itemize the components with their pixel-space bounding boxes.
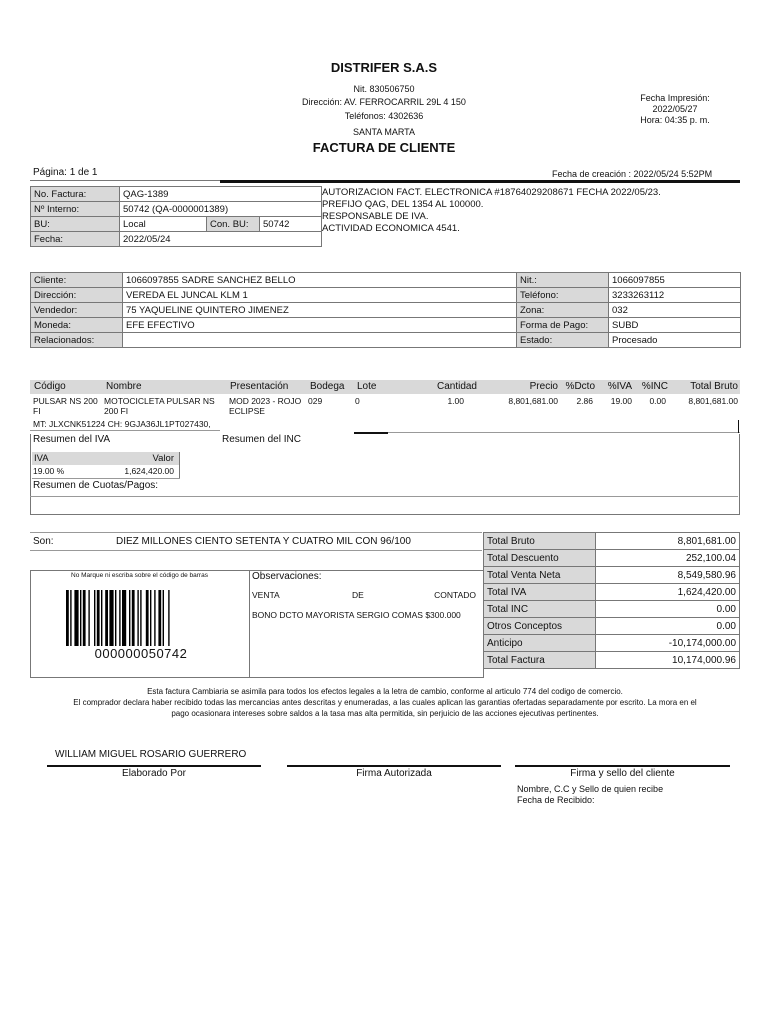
- signature-line: [515, 765, 730, 767]
- divider: [30, 430, 220, 431]
- signature-line: [287, 765, 501, 767]
- signature-line: [47, 765, 261, 767]
- invoice-number: QAG-1389: [120, 187, 322, 202]
- col-precio: Precio: [529, 381, 558, 392]
- obs-bono: BONO DCTO MAYORISTA SERGIO COMAS $300.000: [252, 610, 461, 620]
- barcode-note: No Marque ni escriba sobre el código de barras: [71, 572, 208, 579]
- divider: [738, 420, 739, 433]
- col-cantidad: Cantidad: [436, 381, 477, 392]
- prepared-by-label: Elaborado Por: [122, 768, 186, 779]
- con-bu-label: Con. BU:: [207, 217, 260, 232]
- divider: [30, 496, 738, 497]
- item-iva: 19.00: [610, 396, 632, 406]
- obs-contado: CONTADO: [434, 590, 476, 600]
- print-date: 2022/05/27: [652, 104, 698, 114]
- iva-summary-title: Resumen del IVA: [33, 434, 111, 445]
- item-inc: 0.00: [649, 396, 666, 406]
- document-title: FACTURA DE CLIENTE: [312, 140, 456, 155]
- payment-label: Forma de Pago:: [517, 318, 609, 333]
- barcode-bar: [115, 590, 116, 646]
- col-bodega: Bodega: [310, 381, 345, 392]
- auth-line: RESPONSABLE DE IVA.: [322, 211, 429, 222]
- item-codigo: [33, 396, 98, 416]
- item-nombre-line: 200 FI: [104, 406, 129, 416]
- legal-line: pago ocasionara intereses sobre saldos a la tasa mas alta permitida, sin perjuicio de las acciones ejecutivas pertinentes.: [171, 709, 599, 718]
- total-label: Total Descuento: [484, 550, 596, 567]
- total-label: Total IVA: [484, 584, 596, 601]
- item-presentacion-line: ECLIPSE: [229, 406, 265, 416]
- internal-number-label: Nº Interno:: [31, 202, 120, 217]
- col-presentacion: Presentación: [230, 381, 289, 392]
- con-bu-value: 50742: [260, 217, 322, 232]
- date-label: Fecha:: [31, 232, 120, 247]
- client-nit: 1066097855: [609, 273, 741, 288]
- totals-row: [484, 601, 740, 618]
- iva-col-label: IVA: [34, 453, 49, 464]
- totals-table: [483, 532, 740, 669]
- invoice-info-table: [30, 186, 322, 247]
- seller-label: Vendedor:: [31, 303, 123, 318]
- total-value: 252,100.04: [595, 550, 739, 567]
- client-address: VEREDA EL JUNCAL KLM 1: [123, 288, 517, 303]
- barcode-bar: [150, 590, 151, 646]
- col-inc: %INC: [641, 381, 668, 392]
- authorized-signature-label: Firma Autorizada: [356, 768, 432, 779]
- observations-label: Observaciones:: [252, 571, 322, 582]
- divider: [30, 180, 220, 181]
- total-value: 0.00: [595, 618, 739, 635]
- address-label: Dirección:: [31, 288, 123, 303]
- total-value: 1,624,420.00: [595, 584, 739, 601]
- barcode-bar: [137, 590, 138, 646]
- totals-row: [484, 550, 740, 567]
- barcode-bar: [122, 590, 126, 646]
- auth-line: AUTORIZACION FACT. ELECTRONICA #18764029208671 FECHA 2022/05/23.: [322, 187, 661, 198]
- inc-summary-title: Resumen del INC: [222, 434, 301, 445]
- client-name: 1066097855 SADRE SANCHEZ BELLO: [123, 273, 517, 288]
- iva-rate: 19.00 %: [33, 466, 65, 476]
- legal-line: Esta factura Cambiaria se asimila para todos los efectos legales a la letra de cambio, conforme al articulo 774 del codigo de comercio.: [147, 687, 623, 696]
- client-label: Cliente:: [31, 273, 123, 288]
- client-signature-label: Firma y sello del cliente: [570, 768, 675, 779]
- divider: [32, 478, 180, 479]
- valor-col-label: Valor: [152, 453, 174, 464]
- barcode-bar: [74, 590, 78, 646]
- divider-thick: [220, 180, 740, 183]
- barcode-bar: [158, 590, 161, 646]
- barcode-bar: [83, 590, 86, 646]
- payment-value: SUBD: [609, 318, 741, 333]
- item-codigo-line: FI: [33, 406, 41, 416]
- totals-row: [484, 567, 740, 584]
- received-date-label: Fecha de Recibido:: [517, 795, 595, 805]
- iva-value: 1,624,420.00: [124, 466, 174, 476]
- auth-line: PREFIJO QAG, DEL 1354 AL 100000.: [322, 199, 484, 210]
- auth-line: ACTIVIDAD ECONOMICA 4541.: [322, 223, 460, 234]
- barcode-bar: [163, 590, 164, 646]
- divider: [249, 570, 250, 677]
- total-label: Total Factura: [484, 652, 596, 669]
- item-presentacion: [229, 396, 301, 416]
- page-number: Página: 1 de 1: [33, 167, 98, 178]
- item-presentacion-line: MOD 2023 - ROJO: [229, 396, 302, 406]
- client-table: [30, 272, 741, 348]
- obs-de: DE: [352, 590, 364, 600]
- barcode-bar: [80, 590, 81, 646]
- prepared-by-name: WILLIAM MIGUEL ROSARIO GUERRERO: [55, 749, 247, 760]
- barcode-bar: [132, 590, 135, 646]
- barcode-bar: [97, 590, 100, 646]
- print-info: [620, 93, 730, 126]
- print-time: Hora: 04:35 p. m.: [640, 115, 710, 125]
- related-label: Relacionados:: [31, 333, 123, 348]
- amount-words-label: Son:: [33, 536, 54, 547]
- barcode-bar: [101, 590, 102, 646]
- bu-label: BU:: [31, 217, 120, 232]
- item-cantidad: 1.00: [447, 396, 464, 406]
- barcode-bar: [140, 590, 141, 646]
- barcode-bar: [70, 590, 71, 646]
- legal-line: El comprador declara haber recibido todas las mercancias antes descritas y enumeradas, a las cuales aplican las garantias ofertadas separadamente por escrito. La mora en el: [73, 698, 697, 707]
- bu-value: Local: [120, 217, 207, 232]
- total-value: 10,174,000.96: [595, 652, 739, 669]
- invoice-date: 2022/05/24: [120, 232, 322, 247]
- totals-row: [484, 652, 740, 669]
- barcode-number: 000000050742: [94, 646, 188, 661]
- barcode-bar: [109, 590, 113, 646]
- col-nombre: Nombre: [106, 381, 142, 392]
- payments-summary-title: Resumen de Cuotas/Pagos:: [33, 480, 159, 491]
- client-nit-label: Nit.:: [517, 273, 609, 288]
- item-total: 8,801,681.00: [688, 396, 738, 406]
- item-nombre: [104, 396, 215, 416]
- amount-in-words: DIEZ MILLONES CIENTO SETENTA Y CUATRO MIL CON 96/100: [116, 536, 411, 547]
- col-dcto: %Dcto: [565, 381, 595, 392]
- barcode-bar: [119, 590, 120, 646]
- col-iva: %IVA: [607, 381, 632, 392]
- col-total: Total Bruto: [690, 381, 738, 392]
- barcode-bar: [154, 590, 155, 646]
- invoice-number-label: No. Factura:: [31, 187, 120, 202]
- zone-label: Zona:: [517, 303, 609, 318]
- barcode-bar: [88, 590, 89, 646]
- totals-row: [484, 635, 740, 652]
- item-serial: MT: JLXCNK51224 CH: 9GJA36JL1PT027430,: [33, 419, 211, 429]
- divider: [30, 532, 482, 533]
- total-label: Total Bruto: [484, 533, 596, 550]
- totals-row: [484, 533, 740, 550]
- company-address: Dirección: AV. FERROCARRIL 29L 4 150: [302, 97, 466, 107]
- print-label: Fecha Impresión:: [640, 93, 710, 103]
- phone-label: Teléfono:: [517, 288, 609, 303]
- currency-label: Moneda:: [31, 318, 123, 333]
- total-label: Total Venta Neta: [484, 567, 596, 584]
- barcode-bar: [129, 590, 130, 646]
- item-dcto: 2.86: [576, 396, 593, 406]
- total-value: 8,549,580.96: [595, 567, 739, 584]
- barcode-bar: [94, 590, 95, 646]
- total-value: 0.00: [595, 601, 739, 618]
- company-city: SANTA MARTA: [352, 127, 415, 137]
- company-phones: Teléfonos: 4302636: [344, 111, 424, 121]
- legal-text: [30, 686, 740, 719]
- zone-value: 032: [609, 303, 741, 318]
- item-precio: 8,801,681.00: [508, 396, 558, 406]
- barcode-image: [66, 590, 216, 646]
- total-label: Total INC: [484, 601, 596, 618]
- client-phone: 3233263112: [609, 288, 741, 303]
- barcode-bar: [105, 590, 108, 646]
- authorization-text: [322, 187, 742, 235]
- total-label: Otros Conceptos: [484, 618, 596, 635]
- total-value: -10,174,000.00: [595, 635, 739, 652]
- item-codigo-line: PULSAR NS 200: [33, 396, 98, 406]
- barcode-bar: [66, 590, 69, 646]
- creation-date: Fecha de creación : 2022/05/24 5:52PM: [552, 169, 713, 179]
- item-bodega: 029: [308, 396, 323, 406]
- divider: [30, 550, 482, 551]
- related-value: [123, 333, 517, 348]
- company-name: DISTRIFER S.A.S: [330, 60, 438, 75]
- seller-name: 75 YAQUELINE QUINTERO JIMENEZ: [123, 303, 517, 318]
- total-label: Anticipo: [484, 635, 596, 652]
- obs-venta: VENTA: [252, 590, 280, 600]
- col-lote: Lote: [357, 381, 377, 392]
- receiver-name-label: Nombre, C.C y Sello de quien recibe: [517, 784, 664, 794]
- totals-row: [484, 618, 740, 635]
- status-label: Estado:: [517, 333, 609, 348]
- totals-row: [484, 584, 740, 601]
- barcode-bar: [168, 590, 169, 646]
- status-value: Procesado: [609, 333, 741, 348]
- total-value: 8,801,681.00: [595, 533, 739, 550]
- col-codigo: Código: [34, 381, 66, 392]
- item-nombre-line: MOTOCICLETA PULSAR NS: [104, 396, 215, 406]
- barcode-bar: [146, 590, 149, 646]
- item-lote: 0: [355, 396, 360, 406]
- internal-number: 50742 (QA-0000001389): [120, 202, 322, 217]
- currency-value: EFE EFECTIVO: [123, 318, 517, 333]
- divider: [388, 432, 740, 433]
- company-nit: Nit. 830506750: [353, 84, 415, 94]
- divider: [179, 452, 180, 478]
